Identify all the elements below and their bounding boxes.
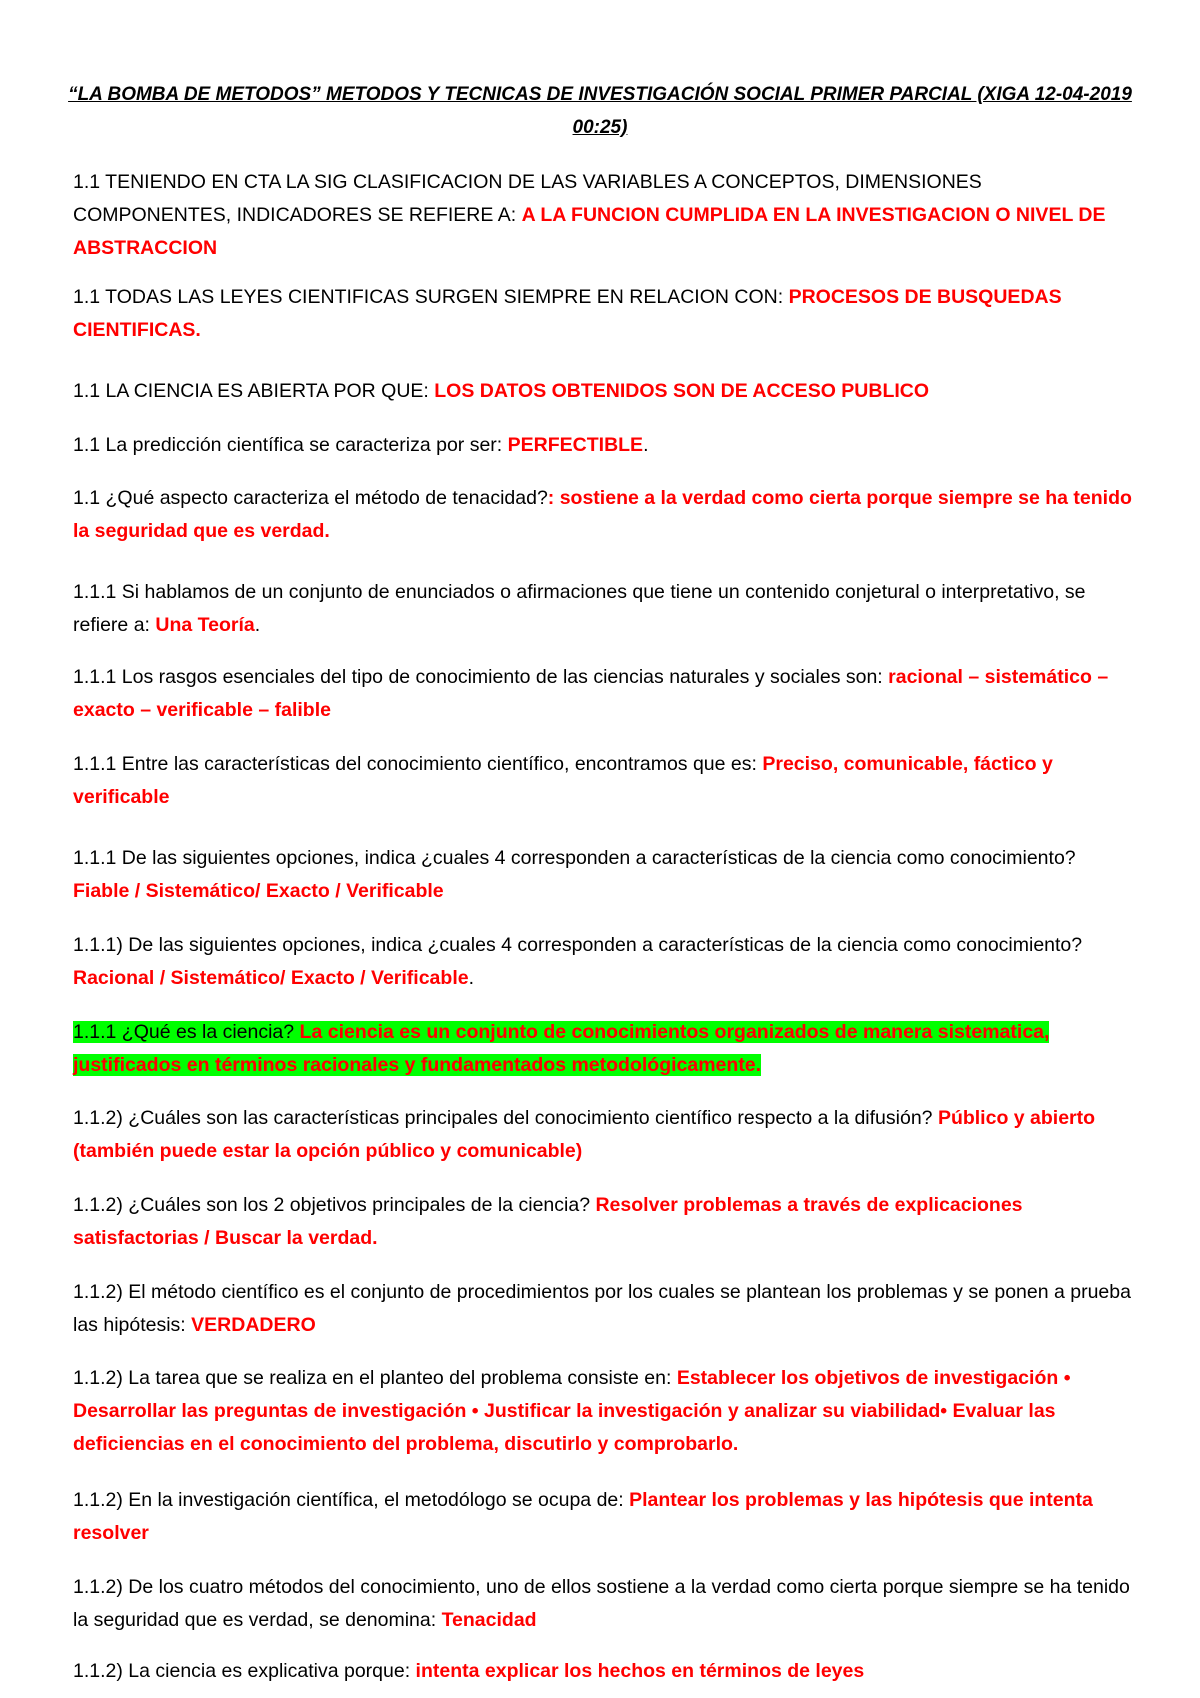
question-tail: . xyxy=(643,434,649,456)
question-item xyxy=(73,1016,1133,1082)
answer-text: A LA FUNCION CUMPLIDA EN LA INVESTIGACION O NIVEL DE ABSTRACCION xyxy=(73,204,1106,259)
answer-text: VERDADERO xyxy=(191,1314,316,1336)
answer-text: Establecer los objetivos de investigación • Desarrollar las preguntas de investigación • Justificar la investigación y analizar su viabilidad• Evaluar las deficiencias en el conocimiento del problema, discutirlo y comprobarlo. xyxy=(73,1367,1071,1455)
answer-text: Tenacidad xyxy=(441,1609,537,1631)
answer-text: : sostiene a la verdad como cierta porque siempre se ha tenido la seguridad que es verdad. xyxy=(73,487,1132,542)
answer-text: Público y abierto (también puede estar la opción público y comunicable) xyxy=(73,1107,1096,1162)
answer-text: La ciencia es un conjunto de conocimientos organizados de manera sistematica, justificados en términos racionales y fundamentados metodológicamente. xyxy=(73,1021,1050,1076)
answer-text: intenta explicar los hechos en términos de leyes xyxy=(415,1660,865,1682)
question-text: 1.1.2) De los cuatro métodos del conocimiento, uno de ellos sostiene a la verdad como cierta porque siempre se ha tenido la seguridad que es verdad, se denomina: xyxy=(73,1576,1130,1631)
answer-text: Plantear los problemas y las hipótesis que intenta resolver xyxy=(73,1489,1093,1544)
document-title: “LA BOMBA DE METODOS” METODOS Y TECNICAS DE INVESTIGACIÓN SOCIAL PRIMER PARCIAL (XIGA 12-04-2019 00:25) xyxy=(68,84,1132,138)
question-tail: . xyxy=(254,614,261,636)
question-text: 1.1.2) La ciencia es explicativa porque: xyxy=(73,1660,416,1682)
question-item xyxy=(73,375,1133,408)
question-text: 1.1.1 De las siguientes opciones, indica ¿cuales 4 corresponden a características de la ciencia como conocimiento? xyxy=(73,847,1076,869)
question-item xyxy=(73,482,1133,548)
question-item xyxy=(73,166,1133,265)
question-item xyxy=(73,748,1133,814)
question-item xyxy=(73,1102,1133,1168)
question-text: 1.1 TODAS LAS LEYES CIENTIFICAS SURGEN SIEMPRE EN RELACION CON: xyxy=(73,286,789,308)
question-text: 1.1.2) La tarea que se realiza en el planteo del problema consiste en: xyxy=(73,1367,677,1389)
question-item xyxy=(73,281,1133,347)
answer-text: Preciso, comunicable, fáctico y verificable xyxy=(73,753,1053,808)
question-text: 1.1.1 Los rasgos esenciales del tipo de conocimiento de las ciencias naturales y sociales son: xyxy=(73,666,889,688)
question-item xyxy=(73,576,1133,642)
question-item xyxy=(73,929,1133,995)
question-item xyxy=(73,661,1133,727)
answer-text: Una Teoría xyxy=(155,614,255,636)
answer-text: PROCESOS DE BUSQUEDAS CIENTIFICAS. xyxy=(73,286,1062,341)
answer-text: PERFECTIBLE xyxy=(507,434,644,456)
question-text: 1.1.2) En la investigación científica, el metodólogo se ocupa de: xyxy=(73,1489,630,1511)
question-item xyxy=(73,1655,1133,1688)
answer-text: LOS DATOS OBTENIDOS SON DE ACCESO PUBLICO xyxy=(434,380,930,402)
question-text: 1.1.2) ¿Cuáles son las características principales del conocimiento científico respecto a la difusión? xyxy=(73,1107,938,1129)
answer-text: Resolver problemas a través de explicaciones satisfactorias / Buscar la verdad. xyxy=(73,1194,1023,1249)
question-item xyxy=(73,1189,1133,1255)
question-text: 1.1.1 ¿Qué es la ciencia? xyxy=(73,1021,300,1043)
question-tail: . xyxy=(468,967,475,989)
question-text: 1.1 LA CIENCIA ES ABIERTA POR QUE: xyxy=(73,380,435,402)
answer-text: racional – sistemático – exacto – verificable – falible xyxy=(73,666,1109,721)
highlighted-block xyxy=(73,1021,1049,1076)
question-text: 1.1.2) ¿Cuáles son los 2 objetivos principales de la ciencia? xyxy=(73,1194,596,1216)
question-item xyxy=(73,429,1133,462)
question-item xyxy=(73,1484,1133,1550)
question-text: 1.1 TENIENDO EN CTA LA SIG CLASIFICACION DE LAS VARIABLES A CONCEPTOS, DIMENSIONES COMPONENTES, INDICADORES SE REFIERE A: xyxy=(73,171,982,226)
question-item xyxy=(73,842,1133,908)
question-text: 1.1.1) De las siguientes opciones, indica ¿cuales 4 corresponden a características de la ciencia como conocimiento? xyxy=(73,934,1083,956)
question-text: 1.1.2) El método científico es el conjunto de procedimientos por los cuales se plantean los problemas y se ponen a prueba las hipótesis: xyxy=(73,1281,1131,1336)
question-item xyxy=(73,1571,1133,1637)
answer-text: Fiable / Sistemático/ Exacto / Verificable xyxy=(73,880,444,902)
question-text: 1.1 La predicción científica se caracteriza por ser: xyxy=(73,434,508,456)
question-text: 1.1.1 Entre las características del conocimiento científico, encontramos que es: xyxy=(73,753,763,775)
question-item xyxy=(73,1362,1133,1461)
question-item xyxy=(73,1276,1133,1342)
question-text: 1.1 ¿Qué aspecto caracteriza el método de tenacidad? xyxy=(73,487,548,509)
answer-text: Racional / Sistemático/ Exacto / Verificable xyxy=(73,967,469,989)
question-text: 1.1.1 Si hablamos de un conjunto de enunciados o afirmaciones que tiene un contenido conjetural o interpretativo, se refiere a: xyxy=(73,581,1086,636)
